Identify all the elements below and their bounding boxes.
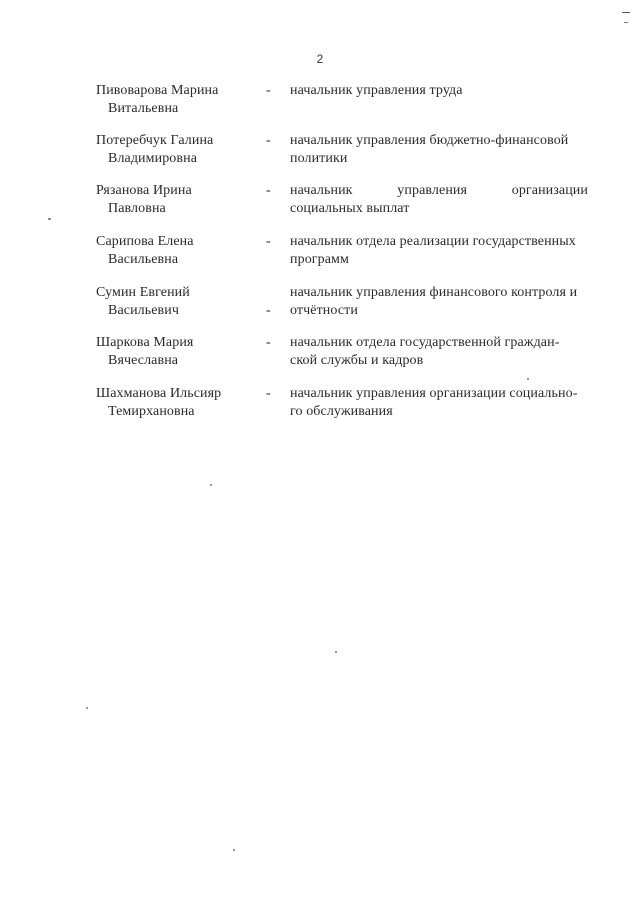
position-line: начальник отдела государственной граждан-	[290, 335, 560, 350]
person-patronymic: Васильевич	[108, 303, 179, 318]
person-surname-given: Потеребчук Галина	[96, 133, 214, 148]
position-word: начальник	[290, 183, 353, 198]
list-item	[0, 233, 640, 277]
list-item	[0, 385, 640, 429]
scan-mark	[622, 12, 630, 13]
person-name	[96, 334, 246, 370]
person-position	[290, 82, 588, 100]
position-line: начальник отдела реализации государственных	[290, 234, 576, 249]
person-position	[290, 334, 588, 370]
separator-dash: -	[266, 234, 271, 249]
person-position	[290, 385, 588, 421]
separator-dash: -	[266, 386, 271, 401]
list-item	[0, 284, 640, 328]
person-surname-given: Шаркова Мария	[96, 335, 194, 350]
person-position	[290, 284, 588, 320]
person-surname-given: Сумин Евгений	[96, 285, 190, 300]
person-patronymic: Вячеславна	[108, 353, 179, 368]
person-surname-given: Шахманова Ильсияр	[96, 386, 222, 401]
person-patronymic: Витальевна	[108, 101, 179, 116]
person-patronymic: Темирхановна	[108, 404, 195, 419]
position-line: начальник управления финансового контроля и	[290, 285, 578, 300]
person-position	[290, 233, 588, 269]
person-surname-given: Пивоварова Марина	[96, 83, 219, 98]
person-patronymic: Павловна	[108, 201, 166, 216]
position-line: начальник управления бюджетно-финансовой	[290, 133, 569, 148]
person-name	[96, 82, 246, 118]
person-position	[290, 132, 588, 168]
separator-dash: -	[266, 335, 271, 350]
position-line: начальник управления организации социально-	[290, 386, 578, 401]
position-line: начальник управления труда	[290, 83, 463, 98]
scan-mark	[624, 22, 628, 23]
person-name	[96, 132, 246, 168]
position-line: го обслуживания	[290, 404, 393, 419]
list-item	[0, 334, 640, 378]
position-line: отчётности	[290, 303, 358, 318]
scan-speck	[210, 484, 212, 486]
position-line: программ	[290, 252, 349, 267]
position-word: организации	[511, 183, 588, 198]
person-position	[290, 182, 588, 218]
person-surname-given: Сарипова Елена	[96, 234, 194, 249]
scan-speck	[233, 849, 235, 851]
position-word: управления	[397, 183, 468, 198]
page-number: 2	[316, 52, 324, 66]
person-name	[96, 233, 246, 269]
position-line: ской службы и кадров	[290, 353, 424, 368]
position-line: политики	[290, 151, 348, 166]
separator-dash: -	[266, 83, 271, 98]
position-line	[290, 182, 588, 200]
scan-speck	[86, 707, 88, 709]
separator-dash: -	[266, 183, 271, 198]
person-name	[96, 284, 246, 320]
separator-dash: -	[266, 133, 271, 148]
list-item	[0, 182, 640, 226]
person-name	[96, 182, 246, 218]
person-patronymic: Васильевна	[108, 252, 179, 267]
scan-speck	[527, 378, 529, 380]
person-surname-given: Рязанова Ирина	[96, 183, 192, 198]
scan-speck	[335, 651, 337, 653]
list-item	[0, 132, 640, 176]
person-patronymic: Владимировна	[108, 151, 198, 166]
list-item	[0, 82, 640, 126]
separator-dash: -	[266, 303, 271, 318]
person-name	[96, 385, 246, 421]
position-line: социальных выплат	[290, 201, 410, 216]
